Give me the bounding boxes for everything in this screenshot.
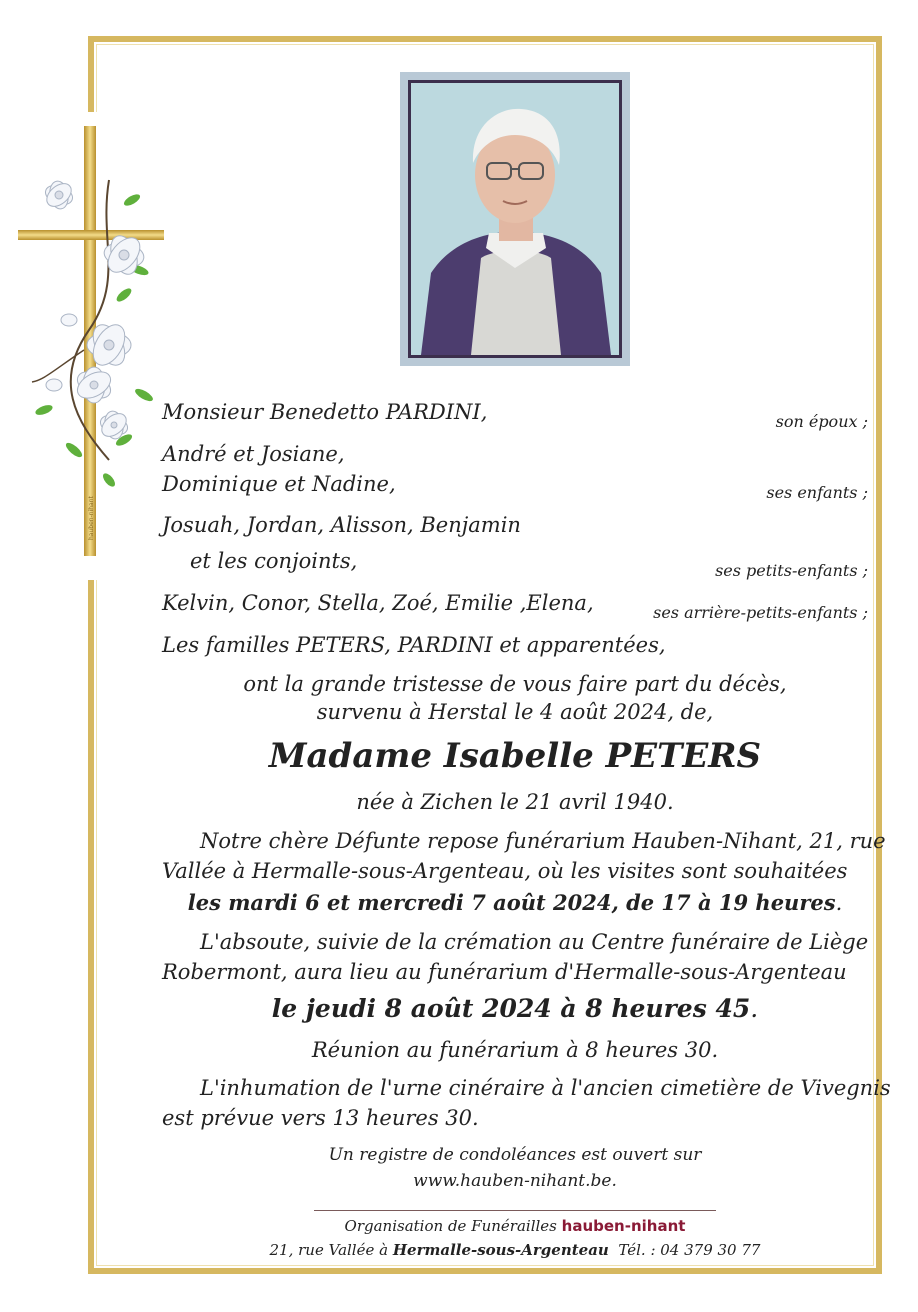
visits-dates-period: . bbox=[835, 891, 843, 915]
burial-line-2: est prévue vers 13 heures 30. bbox=[162, 1106, 479, 1130]
meeting-line: Réunion au funérarium à 8 heures 30. bbox=[311, 1038, 719, 1062]
grandchildren-relation: ses petits-enfants ; bbox=[715, 561, 868, 580]
footer-phone: Tél. : 04 379 30 77 bbox=[618, 1241, 761, 1259]
burial-line-1: L'inhumation de l'urne cinéraire à l'ancien cimetière de Vivegnis bbox=[200, 1076, 891, 1100]
announcement-line-1: ont la grande tristesse de vous faire part du décès, bbox=[243, 672, 787, 696]
great-grandchildren-relation: ses arrière-petits-enfants ; bbox=[653, 603, 868, 622]
ceremony-line-1: L'absoute, suivie de la crémation au Centre funéraire de Liège bbox=[200, 930, 869, 954]
spouse-name: Monsieur Benedetto PARDINI, bbox=[162, 400, 488, 424]
footer-divider bbox=[314, 1210, 716, 1211]
portrait-frame bbox=[400, 72, 630, 366]
visits-line-2: Vallée à Hermalle-sous-Argenteau, où les visites sont souhaitées bbox=[162, 859, 848, 883]
footer-organisation-row bbox=[250, 1216, 780, 1236]
spouse-relation: son époux ; bbox=[775, 412, 868, 431]
footer-address-row bbox=[250, 1240, 780, 1260]
visits-dates: les mardi 6 et mercredi 7 août 2024, de 17 à 19 heures bbox=[187, 890, 836, 915]
visits-dates-row bbox=[162, 891, 868, 915]
footer-address-city: Hermalle-sous-Argenteau bbox=[392, 1241, 609, 1259]
visits-line-1: Notre chère Défunte repose funérarium Hauben-Nihant, 21, rue bbox=[200, 829, 886, 853]
ceremony-date: le jeudi 8 août 2024 à 8 heures 45 bbox=[271, 994, 751, 1023]
birth-line: née à Zichen le 21 avril 1940. bbox=[356, 790, 674, 814]
children-line-2: Dominique et Nadine, bbox=[162, 472, 396, 496]
condolences-website[interactable]: www.hauben-nihant.be. bbox=[413, 1171, 617, 1191]
footer-organisation: Organisation de Funérailles bbox=[344, 1217, 557, 1235]
families-line: Les familles PETERS, PARDINI et apparentées, bbox=[162, 633, 666, 657]
ceremony-date-row bbox=[162, 994, 868, 1024]
cross-with-flowers-icon bbox=[14, 120, 174, 560]
grandchildren-line-1: Josuah, Jordan, Alisson, Benjamin bbox=[162, 513, 521, 537]
announcement-line-2: survenu à Herstal le 4 août 2024, de, bbox=[316, 700, 714, 724]
footer-address-prefix: 21, rue Vallée à bbox=[269, 1241, 389, 1259]
cross-watermark: hauben-nihant bbox=[88, 496, 95, 540]
children-relation: ses enfants ; bbox=[766, 483, 868, 502]
grandchildren-line-2: et les conjoints, bbox=[190, 549, 358, 573]
children-line-1: André et Josiane, bbox=[162, 442, 345, 466]
great-grandchildren: Kelvin, Conor, Stella, Zoé, Emilie ,Elena, bbox=[162, 591, 594, 615]
portrait-photo bbox=[411, 83, 619, 355]
deceased-name: Madame Isabelle PETERS bbox=[268, 736, 762, 776]
ceremony-line-2: Robermont, aura lieu au funérarium d'Hermalle-sous-Argenteau bbox=[162, 960, 847, 984]
condolences-line: Un registre de condoléances est ouvert sur bbox=[328, 1145, 702, 1165]
footer-brand-logo: hauben-nihant bbox=[561, 1217, 686, 1235]
ceremony-date-period: . bbox=[750, 994, 759, 1023]
